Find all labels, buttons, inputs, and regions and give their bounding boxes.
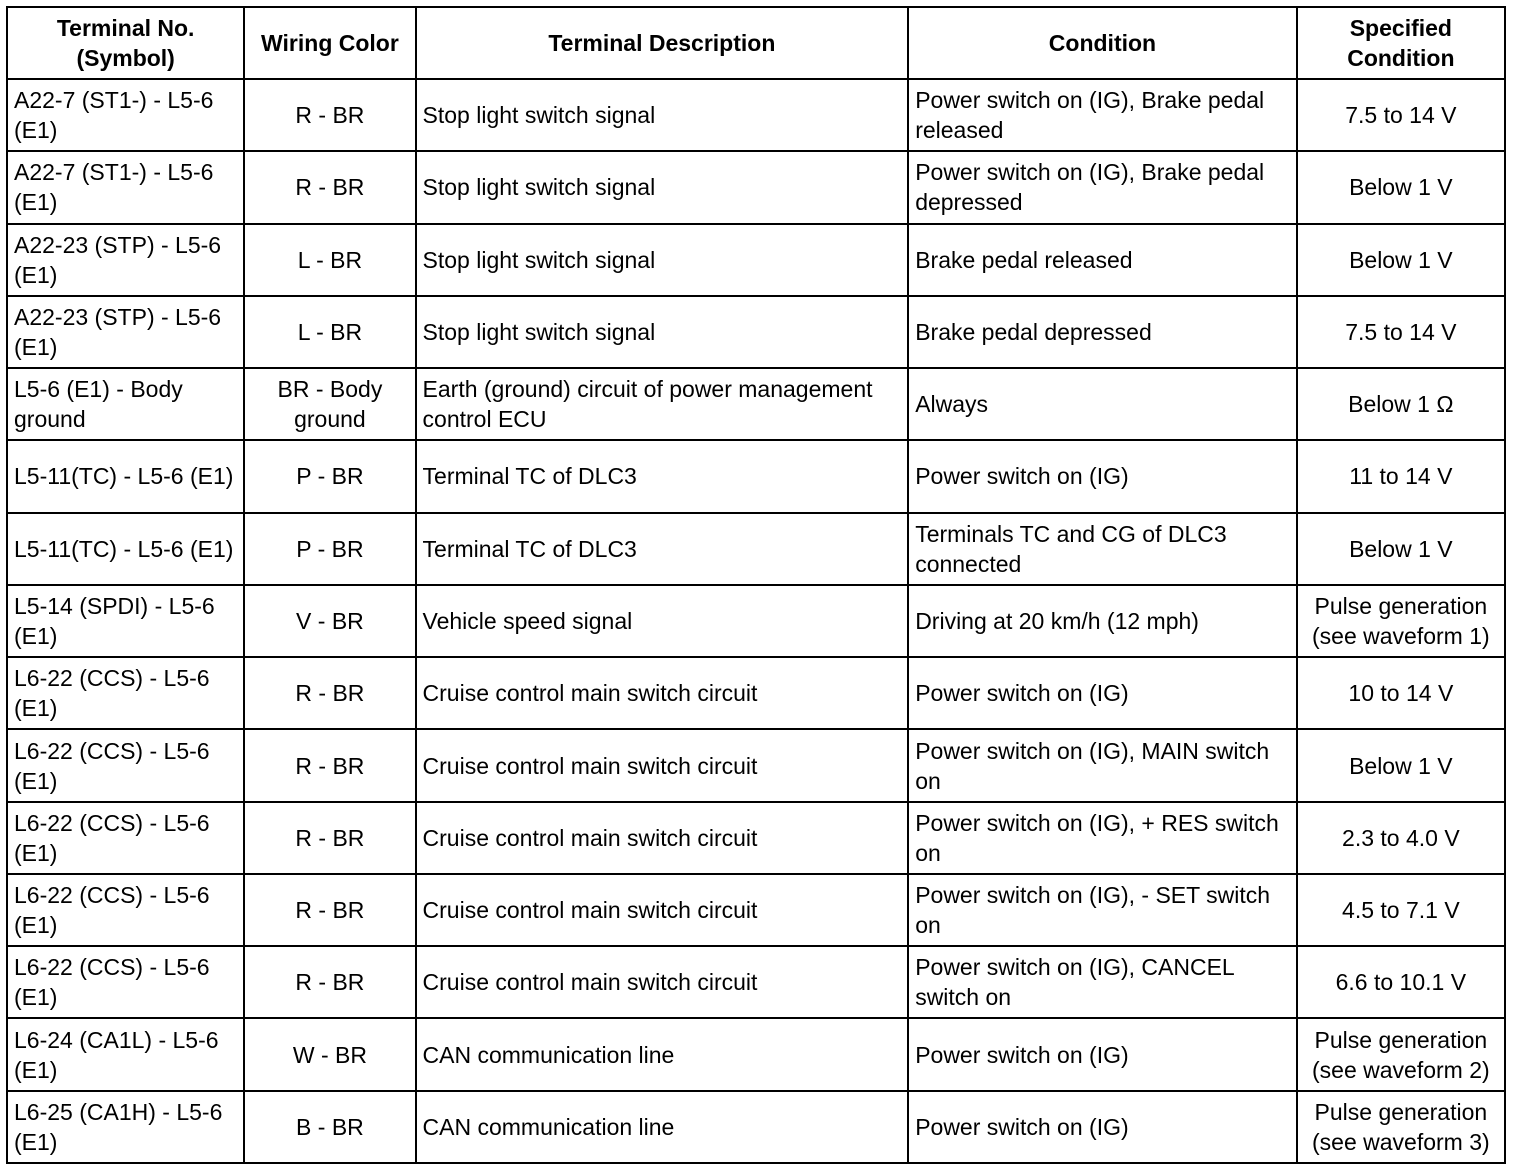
cell-terminal: L6-22 (CCS) - L5-6 (E1) (7, 874, 244, 946)
table-header (7, 7, 1505, 79)
cell-wiring-color: W - BR (244, 1018, 415, 1090)
cell-specified-condition: Below 1 Ω (1297, 368, 1505, 440)
table-row (7, 729, 1505, 801)
cell-specified-condition: Below 1 V (1297, 729, 1505, 801)
cell-terminal: A22-7 (ST1-) - L5-6 (E1) (7, 151, 244, 223)
cell-terminal-description: Stop light switch signal (416, 296, 909, 368)
header-terminal-description: Terminal Description (416, 7, 909, 79)
table-row (7, 296, 1505, 368)
cell-specified-condition: Below 1 V (1297, 151, 1505, 223)
cell-condition: Power switch on (IG), + RES switch on (908, 802, 1297, 874)
cell-terminal-description: Vehicle speed signal (416, 585, 909, 657)
cell-terminal: L6-22 (CCS) - L5-6 (E1) (7, 946, 244, 1018)
header-condition: Condition (908, 7, 1297, 79)
cell-terminal: L5-11(TC) - L5-6 (E1) (7, 440, 244, 512)
cell-specified-condition: 11 to 14 V (1297, 440, 1505, 512)
cell-wiring-color: R - BR (244, 729, 415, 801)
cell-specified-condition: Below 1 V (1297, 513, 1505, 585)
table-row (7, 224, 1505, 296)
table-row (7, 368, 1505, 440)
cell-terminal: L6-24 (CA1L) - L5-6 (E1) (7, 1018, 244, 1090)
header-row (7, 7, 1505, 79)
cell-condition: Power switch on (IG), CANCEL switch on (908, 946, 1297, 1018)
cell-condition: Brake pedal released (908, 224, 1297, 296)
cell-specified-condition: Pulse generation (see waveform 2) (1297, 1018, 1505, 1090)
cell-specified-condition: 6.6 to 10.1 V (1297, 946, 1505, 1018)
cell-terminal: L5-6 (E1) - Body ground (7, 368, 244, 440)
cell-condition: Power switch on (IG), Brake pedal released (908, 79, 1297, 151)
cell-condition: Always (908, 368, 1297, 440)
cell-specified-condition: Pulse generation (see waveform 1) (1297, 585, 1505, 657)
cell-condition: Power switch on (IG) (908, 440, 1297, 512)
header-terminal-no: Terminal No. (Symbol) (7, 7, 244, 79)
cell-specified-condition: 7.5 to 14 V (1297, 296, 1505, 368)
table-row (7, 874, 1505, 946)
cell-wiring-color: L - BR (244, 296, 415, 368)
cell-terminal-description: Stop light switch signal (416, 151, 909, 223)
cell-terminal-description: Cruise control main switch circuit (416, 874, 909, 946)
table-row (7, 946, 1505, 1018)
table-row (7, 151, 1505, 223)
cell-condition: Power switch on (IG) (908, 1091, 1297, 1163)
cell-wiring-color: L - BR (244, 224, 415, 296)
cell-terminal-description: Earth (ground) circuit of power management control ECU (416, 368, 909, 440)
cell-terminal: L6-22 (CCS) - L5-6 (E1) (7, 802, 244, 874)
table-body (7, 79, 1505, 1163)
cell-specified-condition: Below 1 V (1297, 224, 1505, 296)
cell-condition: Terminals TC and CG of DLC3 connected (908, 513, 1297, 585)
cell-condition: Power switch on (IG) (908, 657, 1297, 729)
table-row (7, 585, 1505, 657)
table-row (7, 1018, 1505, 1090)
cell-terminal-description: Cruise control main switch circuit (416, 729, 909, 801)
cell-condition: Brake pedal depressed (908, 296, 1297, 368)
cell-terminal-description: Terminal TC of DLC3 (416, 513, 909, 585)
cell-wiring-color: V - BR (244, 585, 415, 657)
cell-terminal-description: Terminal TC of DLC3 (416, 440, 909, 512)
cell-wiring-color: P - BR (244, 513, 415, 585)
cell-terminal: L5-14 (SPDI) - L5-6 (E1) (7, 585, 244, 657)
cell-condition: Power switch on (IG) (908, 1018, 1297, 1090)
table-row (7, 802, 1505, 874)
cell-wiring-color: R - BR (244, 946, 415, 1018)
terminal-spec-table (6, 6, 1506, 1164)
cell-wiring-color: R - BR (244, 151, 415, 223)
cell-terminal-description: Stop light switch signal (416, 79, 909, 151)
cell-terminal-description: Stop light switch signal (416, 224, 909, 296)
cell-condition: Power switch on (IG), - SET switch on (908, 874, 1297, 946)
table-row (7, 657, 1505, 729)
cell-wiring-color: R - BR (244, 657, 415, 729)
cell-terminal: L6-22 (CCS) - L5-6 (E1) (7, 657, 244, 729)
cell-terminal: L5-11(TC) - L5-6 (E1) (7, 513, 244, 585)
cell-specified-condition: Pulse generation (see waveform 3) (1297, 1091, 1505, 1163)
cell-terminal: L6-22 (CCS) - L5-6 (E1) (7, 729, 244, 801)
cell-wiring-color: R - BR (244, 79, 415, 151)
cell-terminal-description: Cruise control main switch circuit (416, 946, 909, 1018)
cell-terminal-description: Cruise control main switch circuit (416, 657, 909, 729)
cell-condition: Driving at 20 km/h (12 mph) (908, 585, 1297, 657)
cell-specified-condition: 2.3 to 4.0 V (1297, 802, 1505, 874)
table-row (7, 79, 1505, 151)
table-row (7, 440, 1505, 512)
cell-terminal: A22-7 (ST1-) - L5-6 (E1) (7, 79, 244, 151)
cell-wiring-color: BR - Body ground (244, 368, 415, 440)
header-wiring-color: Wiring Color (244, 7, 415, 79)
cell-specified-condition: 4.5 to 7.1 V (1297, 874, 1505, 946)
cell-wiring-color: R - BR (244, 802, 415, 874)
cell-wiring-color: R - BR (244, 874, 415, 946)
table-row (7, 513, 1505, 585)
cell-specified-condition: 10 to 14 V (1297, 657, 1505, 729)
cell-terminal: L6-25 (CA1H) - L5-6 (E1) (7, 1091, 244, 1163)
cell-terminal-description: CAN communication line (416, 1091, 909, 1163)
cell-condition: Power switch on (IG), MAIN switch on (908, 729, 1297, 801)
table-row (7, 1091, 1505, 1163)
cell-terminal: A22-23 (STP) - L5-6 (E1) (7, 296, 244, 368)
cell-wiring-color: B - BR (244, 1091, 415, 1163)
cell-terminal: A22-23 (STP) - L5-6 (E1) (7, 224, 244, 296)
cell-terminal-description: CAN communication line (416, 1018, 909, 1090)
cell-condition: Power switch on (IG), Brake pedal depressed (908, 151, 1297, 223)
cell-terminal-description: Cruise control main switch circuit (416, 802, 909, 874)
header-specified-condition: Specified Condition (1297, 7, 1505, 79)
cell-specified-condition: 7.5 to 14 V (1297, 79, 1505, 151)
cell-wiring-color: P - BR (244, 440, 415, 512)
